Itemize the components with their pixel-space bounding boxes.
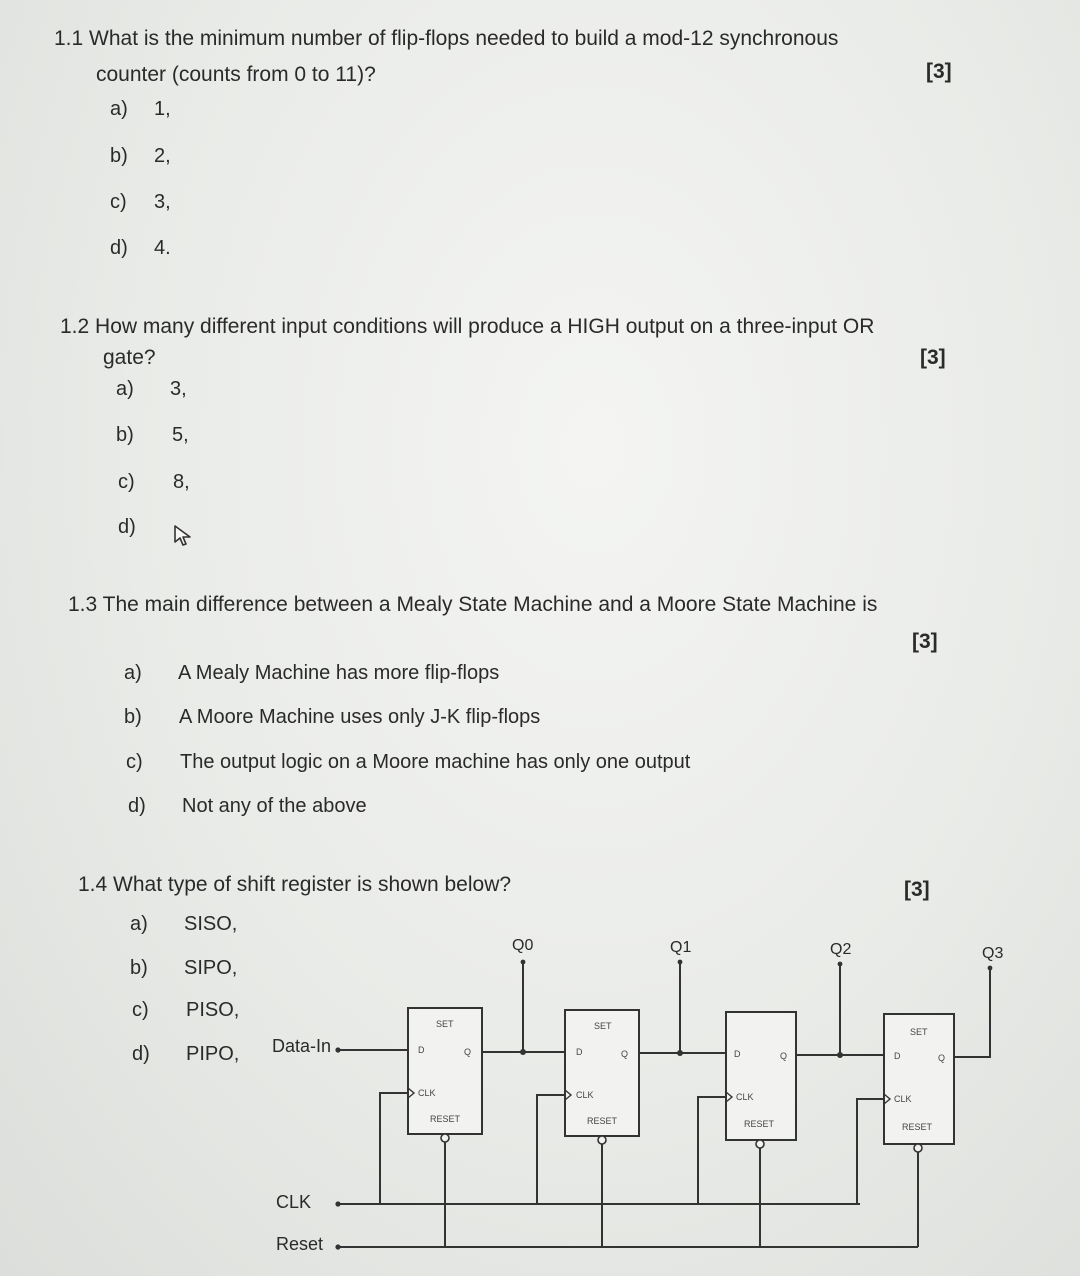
option-label: b) (110, 145, 128, 167)
data-in-label: Data-In (272, 1036, 332, 1056)
option-text: A Moore Machine uses only J-K flip-flops (179, 706, 541, 728)
question-1-2-line1: 1.2 How many different input conditions will produce a HIGH output on a three-input OR (60, 315, 875, 338)
option-label: b) (116, 424, 134, 446)
option-label: a) (110, 98, 128, 120)
question-1-3-line1: 1.3 The main difference between a Mealy State Machine and a Moore State Machine is (68, 593, 878, 616)
option-label: d) (132, 1043, 150, 1065)
ff1-d-label: D (576, 1047, 583, 1057)
ff0-q-label: Q (464, 1047, 472, 1057)
option-label: d) (128, 795, 146, 817)
option-label: c) (126, 751, 143, 773)
option-text: 2, (154, 145, 171, 167)
ff3-d-label: D (894, 1051, 901, 1061)
ff2-q-label: Q (780, 1051, 788, 1061)
option-label: b) (130, 957, 148, 979)
option-text: 5, (172, 424, 189, 446)
option-label: c) (110, 191, 127, 213)
option-text: 4. (154, 237, 171, 259)
question-1-1-line2: counter (counts from 0 to 11)? (96, 63, 376, 86)
ff0-set-label: SET (436, 1019, 454, 1029)
option-text: 8, (173, 471, 190, 493)
ff2-clk-label: CLK (736, 1092, 754, 1102)
option-label: b) (124, 706, 142, 728)
option-label: c) (118, 471, 135, 493)
ff0-d-label: D (418, 1045, 425, 1055)
option-text: The output logic on a Moore machine has only one output (180, 751, 691, 773)
option-text: PIPO, (186, 1043, 240, 1065)
question-1-3-marks: [3] (912, 630, 938, 653)
ff3-reset-label: RESET (902, 1122, 933, 1132)
q1-label: Q1 (670, 939, 692, 956)
ff0-reset-label: RESET (430, 1114, 461, 1124)
ff3-clk-label: CLK (894, 1094, 912, 1104)
option-text: PISO, (186, 999, 240, 1021)
ff2-reset-label: RESET (744, 1119, 775, 1129)
ff1-clk-label: CLK (576, 1090, 594, 1100)
clk-label: CLK (276, 1192, 312, 1212)
ff3-q-label: Q (938, 1053, 946, 1063)
option-text: A Mealy Machine has more flip-flops (178, 662, 500, 684)
question-1-4-marks: [3] (904, 878, 930, 901)
option-label: c) (132, 999, 149, 1021)
ff1-q-label: Q (621, 1049, 629, 1059)
question-1-4-line1: 1.4 What type of shift register is shown below? (78, 873, 512, 896)
q2-label: Q2 (830, 941, 852, 958)
reset-label: Reset (276, 1234, 324, 1254)
ff3-set-label: SET (910, 1027, 928, 1037)
option-text: 3, (170, 378, 187, 400)
q3-label: Q3 (982, 945, 1004, 962)
option-label: d) (118, 516, 136, 538)
ff1-reset-label: RESET (587, 1116, 618, 1126)
option-text: 1, (154, 98, 171, 120)
option-label: a) (116, 378, 134, 400)
ff2-d-label: D (734, 1049, 741, 1059)
question-1-1-line1: 1.1 What is the minimum number of flip-flops needed to build a mod-12 synchronous (54, 27, 839, 50)
question-1-2-line2: gate? (103, 346, 156, 369)
option-label: a) (130, 913, 148, 935)
question-1-1-marks: [3] (926, 60, 952, 83)
option-text: 3, (154, 191, 171, 213)
option-label: a) (124, 662, 142, 684)
question-1-2-marks: [3] (920, 346, 946, 369)
ff0-clk-label: CLK (418, 1088, 436, 1098)
option-text: Not any of the above (182, 795, 367, 817)
option-label: d) (110, 237, 128, 259)
option-text: SISO, (184, 913, 238, 935)
option-text: SIPO, (184, 957, 238, 979)
ff1-set-label: SET (594, 1021, 612, 1031)
q0-label: Q0 (512, 937, 534, 954)
